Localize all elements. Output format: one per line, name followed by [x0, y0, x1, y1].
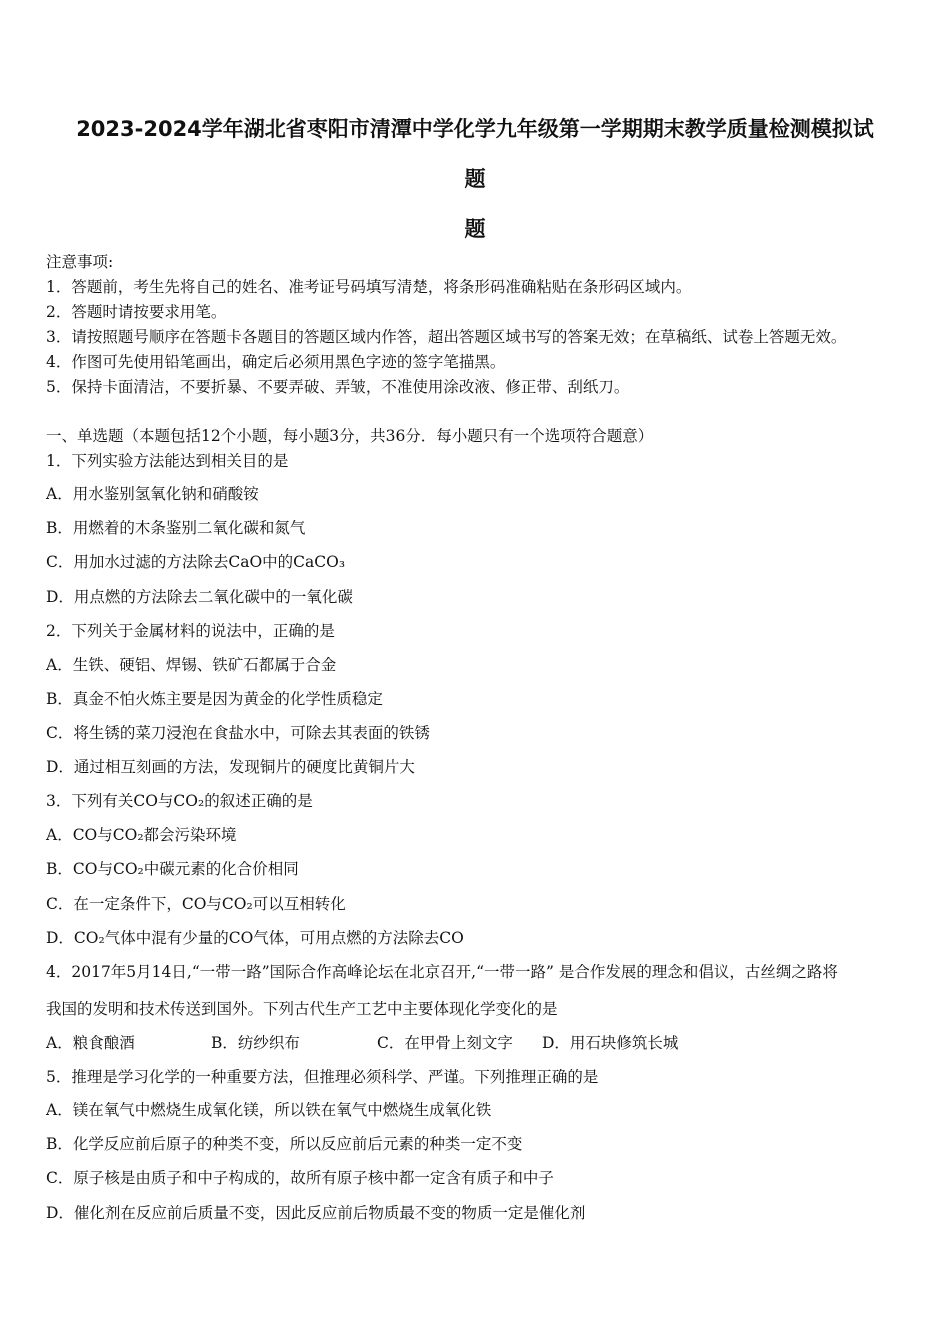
- question-5-stem: 5．推理是学习化学的一种重要方法，但推理必须科学、严谨。下列推理正确的是: [46, 1068, 599, 1086]
- question-4-option-d: D．用石块修筑长城: [542, 1034, 679, 1052]
- section-heading: 一、单选题（本题包括12个小题，每小题3分，共36分．每小题只有一个选项符合题意）: [46, 427, 654, 445]
- question-5-option-b: B．化学反应前后原子的种类不变，所以反应前后元素的种类一定不变: [46, 1135, 523, 1153]
- question-1-option-c: C．用加水过滤的方法除去CaO中的CaCO₃: [46, 553, 346, 571]
- notice-heading: 注意事项:: [46, 253, 114, 271]
- notice-item-4: 4．作图可先使用铅笔画出，确定后必须用黑色字迹的签字笔描黑。: [46, 353, 506, 371]
- question-2-option-d: D．通过相互刻画的方法，发现铜片的硬度比黄铜片大: [46, 758, 415, 776]
- question-3-option-c: C．在一定条件下，CO与CO₂可以互相转化: [46, 895, 346, 913]
- question-4-option-c: C．在甲骨上刻文字: [377, 1034, 513, 1052]
- question-3-stem: 3．下列有关CO与CO₂的叙述正确的是: [46, 792, 313, 810]
- question-3-option-d: D．CO₂气体中混有少量的CO气体，可用点燃的方法除去CO: [46, 929, 464, 947]
- question-2-stem: 2．下列关于金属材料的说法中，正确的是: [46, 622, 335, 640]
- question-2-option-c: C．将生锈的菜刀浸泡在食盐水中，可除去其表面的铁锈: [46, 724, 430, 742]
- notice-item-1: 1．答题前，考生先将自己的姓名、准考证号码填写清楚，将条形码准确粘贴在条形码区域内。: [46, 278, 692, 296]
- question-5-option-a: A．镁在氧气中燃烧生成氧化镁，所以铁在氧气中燃烧生成氧化铁: [46, 1101, 492, 1119]
- question-1-option-d: D．用点燃的方法除去二氧化碳中的一氧化碳: [46, 588, 353, 606]
- exam-title-line-2: 题: [464, 167, 486, 191]
- question-2-option-a: A．生铁、硬铝、焊锡、铁矿石都属于合金: [46, 656, 337, 674]
- notice-item-3: 3．请按照题号顺序在答题卡各题目的答题区域内作答，超出答题区域书写的答案无效；在草稿纸、试卷上答题无效。: [46, 328, 847, 346]
- exam-title-line-1: 2023-2024学年湖北省枣阳市清潭中学化学九年级第一学期期末教学质量检测模拟试: [76, 117, 874, 141]
- question-1-stem: 1．下列实验方法能达到相关目的是: [46, 452, 289, 470]
- question-1-option-b: B．用燃着的木条鉴别二氧化碳和氮气: [46, 519, 306, 537]
- question-2-option-b: B．真金不怕火炼主要是因为黄金的化学性质稳定: [46, 690, 383, 708]
- question-4-stem-line-1: 4．2017年5月14日,“一带一路”国际合作高峰论坛在北京召开,“一带一路” 是合作发展的理念和倡议，古丝绸之路将: [46, 963, 838, 981]
- notice-item-5: 5．保持卡面清洁，不要折暴、不要弄破、弄皱，不准使用涂改液、修正带、刮纸刀。: [46, 378, 630, 396]
- question-1-option-a: A．用水鉴别氢氧化钠和硝酸铵: [46, 485, 259, 503]
- question-5-option-d: D．催化剂在反应前后质量不变，因此反应前后物质最不变的物质一定是催化剂: [46, 1204, 586, 1222]
- question-3-option-b: B．CO与CO₂中碳元素的化合价相同: [46, 860, 299, 878]
- notice-item-2: 2．答题时请按要求用笔。: [46, 303, 227, 321]
- question-4-option-a: A．粮食酿酒: [46, 1034, 135, 1052]
- question-4-stem-line-2: 我国的发明和技术传送到国外。下列古代生产工艺中主要体现化学变化的是: [46, 1000, 558, 1018]
- question-4-option-b: B．纺纱织布: [211, 1034, 300, 1052]
- question-3-option-a: A．CO与CO₂都会污染环境: [46, 826, 237, 844]
- exam-title-line-3: 题: [464, 217, 486, 241]
- question-5-option-c: C．原子核是由质子和中子构成的，故所有原子核中都一定含有质子和中子: [46, 1169, 554, 1187]
